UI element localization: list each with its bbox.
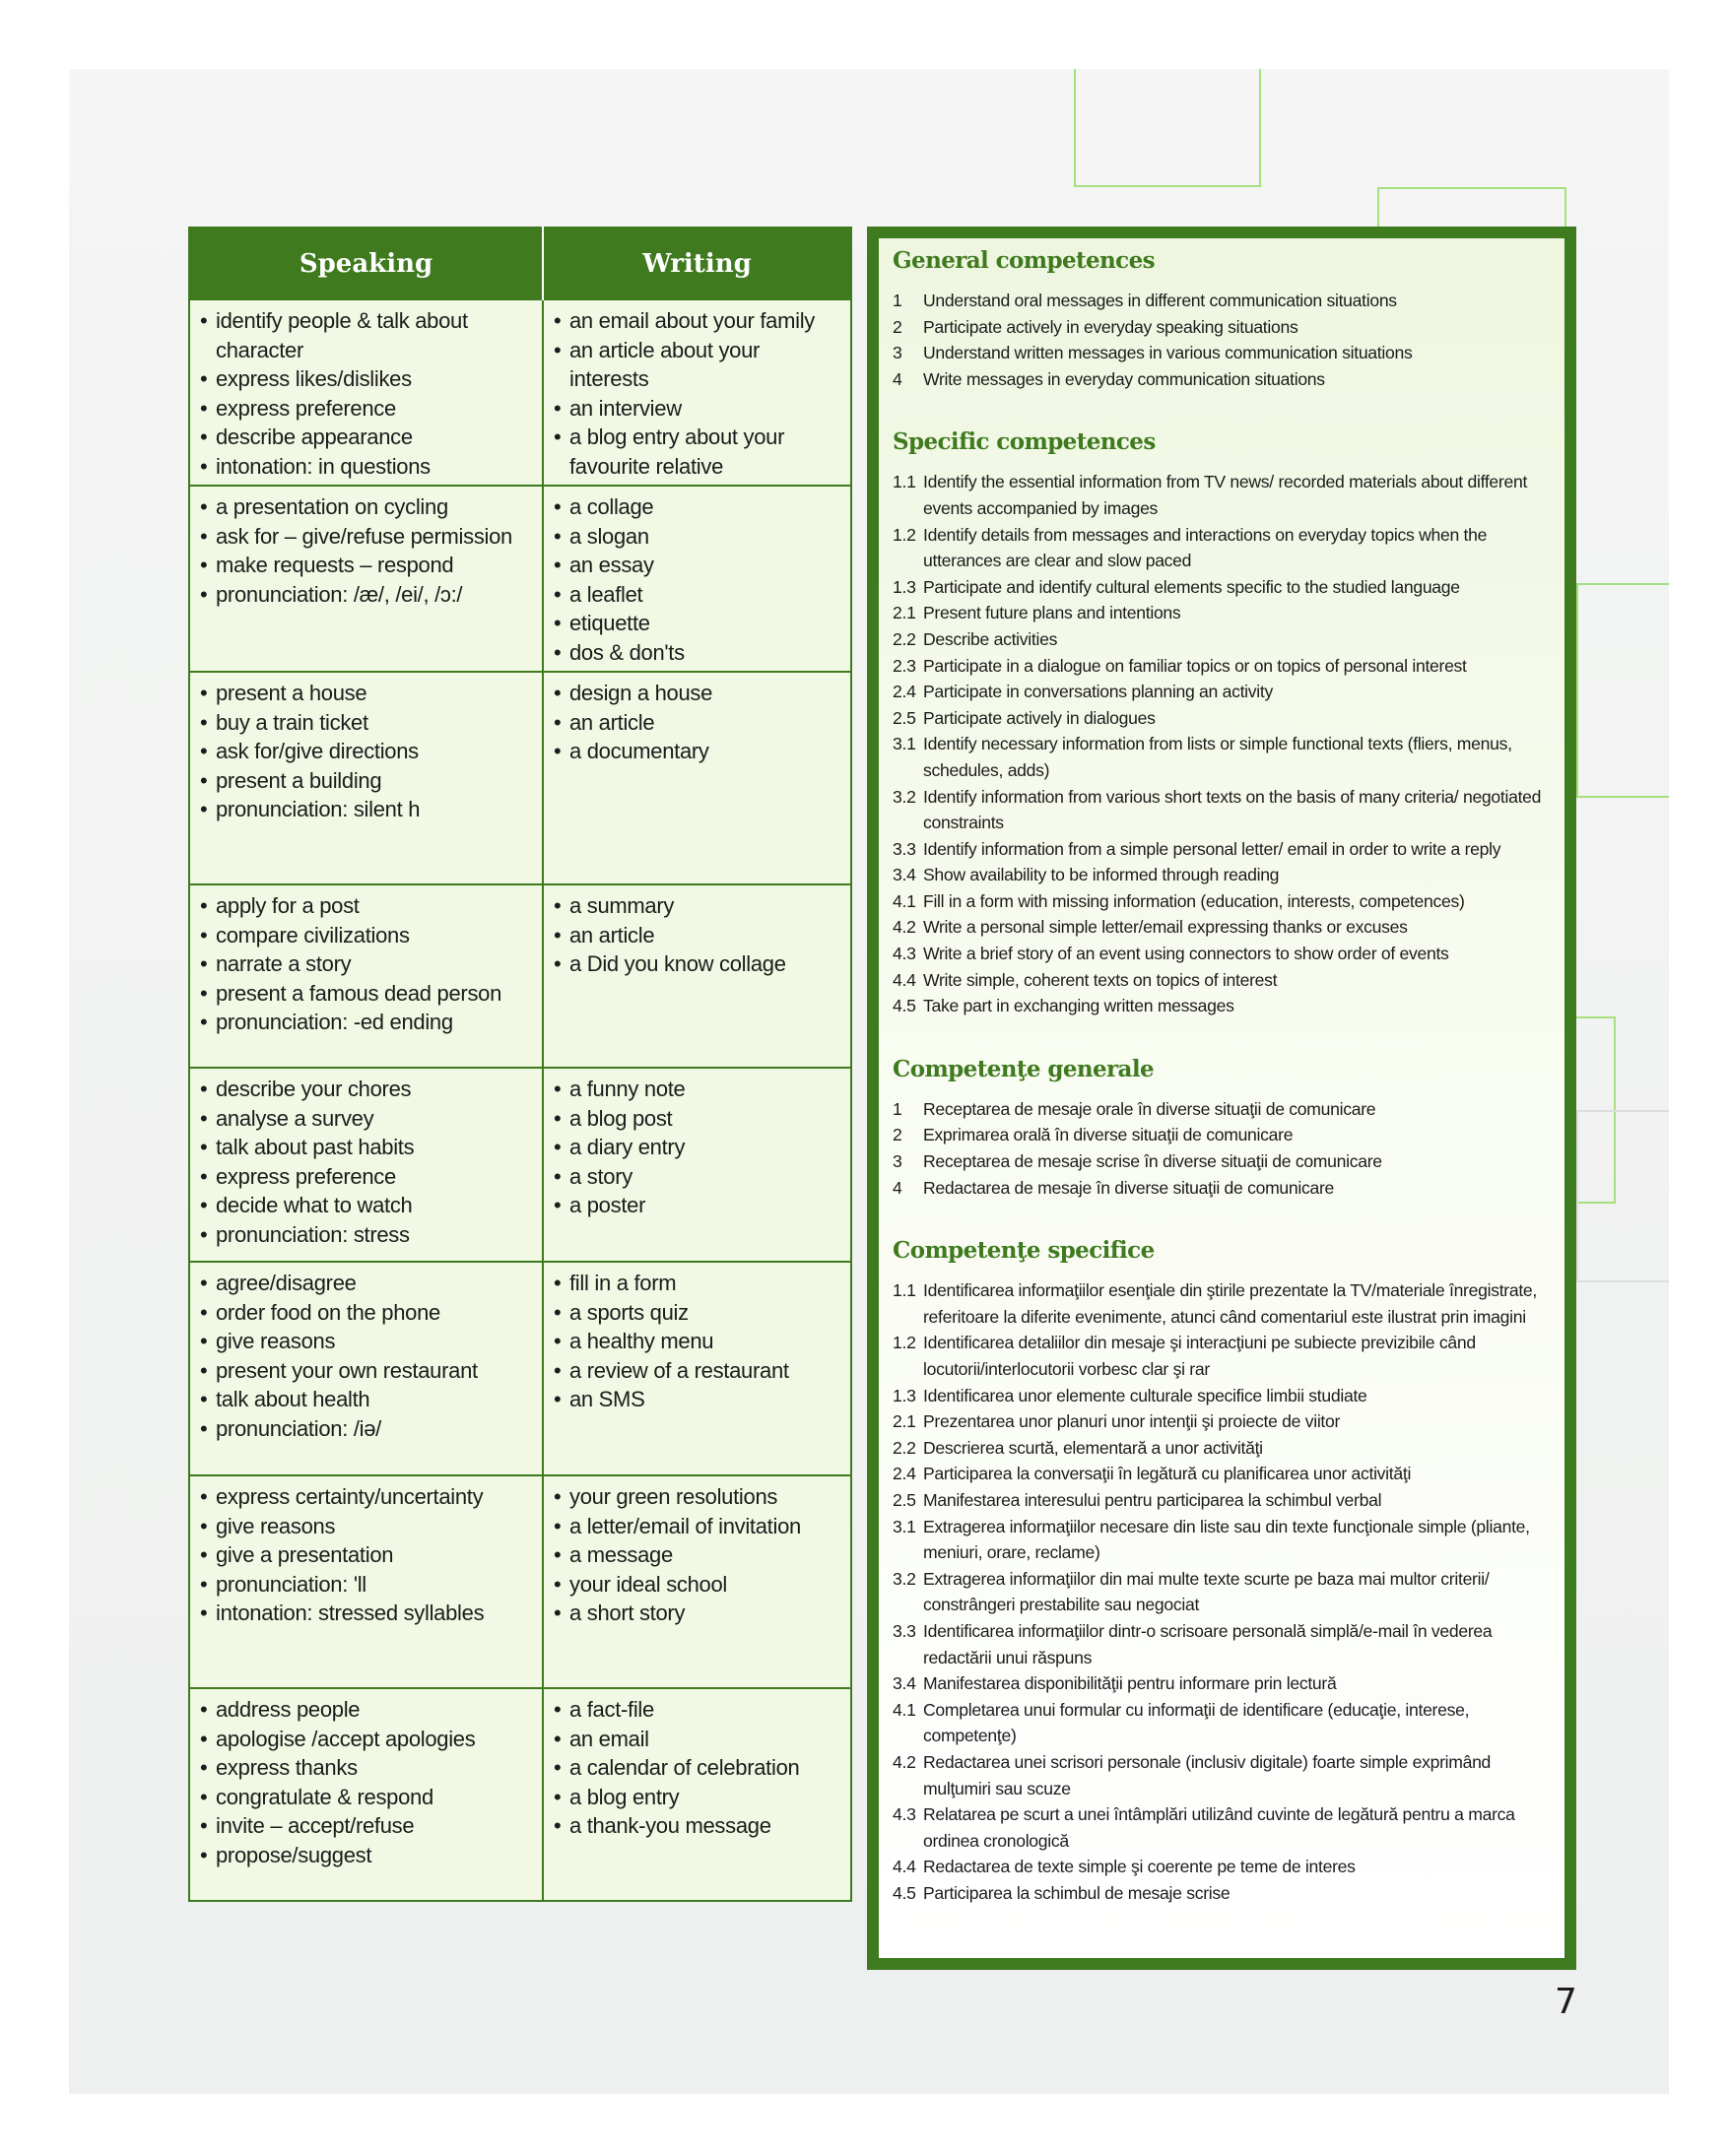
competence-number: 4.1 — [893, 890, 916, 911]
speaking-list — [200, 1269, 534, 1443]
competence-item — [893, 784, 1551, 836]
competence-text: Present future plans and intentions — [923, 603, 1181, 623]
competence-item — [893, 914, 1551, 941]
competence-text: Identificarea informaţiilor dintr-o scrisoare personală simplă/e-mail în vederea redactării unui răspuns — [923, 1620, 1493, 1667]
competence-number: 1 — [893, 1098, 902, 1119]
list-item: • give reasons — [200, 1327, 534, 1356]
list-item: • express preference — [200, 1162, 534, 1192]
list-item: • a documentary — [554, 737, 842, 766]
competence-text: Participate actively in everyday speaking situations — [923, 316, 1298, 337]
competence-text: Descrierea scurtă, elementară a unor activităţi — [923, 1437, 1263, 1458]
list-item: • pronunciation: /æ/, /ei/, /ɔ:/ — [200, 580, 534, 610]
competence-text: Participarea la conversaţii în legătură cu planificarea unor activităţi — [923, 1464, 1412, 1484]
speaking-cell — [189, 884, 543, 1068]
list-item: • address people — [200, 1695, 534, 1725]
list-item: • a leaflet — [554, 580, 842, 610]
list-item: • express likes/dislikes — [200, 364, 534, 394]
competence-text: Write messages in everyday communication situations — [923, 368, 1325, 389]
competence-item — [893, 653, 1551, 680]
table-body — [189, 299, 851, 1901]
list-item: • a Did you know collage — [554, 949, 842, 979]
competence-item — [893, 1175, 1551, 1202]
competence-text: Participate and identify cultural elements specific to the studied language — [923, 576, 1460, 597]
speaking-list — [200, 891, 534, 1037]
competence-item — [893, 888, 1551, 915]
list-item: • a letter/email of invitation — [554, 1512, 842, 1541]
competence-item — [893, 731, 1551, 783]
competence-item — [893, 1277, 1551, 1330]
competence-number: 3.1 — [893, 1516, 916, 1536]
competence-item — [893, 1408, 1551, 1435]
list-item: • your ideal school — [554, 1570, 842, 1600]
competence-item — [893, 679, 1551, 705]
competence-item — [893, 993, 1551, 1019]
competence-text: Redactarea unei scrisori personale (inclusiv digitale) foarte simple exprimând mulţumiri sau scuze — [923, 1751, 1492, 1798]
list-item: • make requests – respond — [200, 551, 534, 580]
competence-text: Understand oral messages in different communication situations — [923, 291, 1397, 310]
competence-text: Participate actively in dialogues — [923, 707, 1156, 728]
competence-number: 4 — [893, 368, 902, 389]
writing-list — [554, 1482, 842, 1628]
table-row — [189, 1068, 851, 1262]
competence-text: Participarea la schimbul de mesaje scrise — [923, 1882, 1231, 1903]
decorative-frame — [1576, 583, 1669, 798]
list-item: • a story — [554, 1162, 842, 1192]
list-item: • apologise /accept apologies — [200, 1725, 534, 1754]
competence-item — [893, 862, 1551, 888]
competence-item — [893, 314, 1551, 341]
competence-text: Participate in a dialogue on familiar topics or on topics of personal interest — [923, 655, 1467, 676]
list-item: • talk about past habits — [200, 1133, 534, 1162]
competence-number: 4.1 — [893, 1699, 916, 1720]
competence-text: Manifestarea disponibilităţii pentru informare prin lectură — [923, 1673, 1337, 1694]
competence-item — [893, 705, 1551, 732]
competente-generale-list — [893, 1096, 1551, 1201]
list-item: • a sports quiz — [554, 1298, 842, 1328]
list-item: • compare civilizations — [200, 921, 534, 950]
competence-item — [893, 626, 1551, 653]
list-item: • a calendar of celebration — [554, 1753, 842, 1783]
competence-item — [893, 941, 1551, 967]
competence-text: Redactarea de mesaje în diverse situaţii de comunicare — [923, 1177, 1335, 1198]
list-item: • invite – accept/refuse — [200, 1811, 534, 1841]
competence-item — [893, 1697, 1551, 1749]
list-item: • present a house — [200, 679, 534, 708]
competence-text: Identify the essential information from TV news/ recorded materials about different events accompanied by images — [923, 472, 1528, 518]
competence-item — [893, 1618, 1551, 1670]
list-item: • a healthy menu — [554, 1327, 842, 1356]
competence-number: 4.3 — [893, 944, 916, 964]
competence-item — [893, 1122, 1551, 1148]
list-item: • dos & don'ts — [554, 638, 842, 668]
list-item: • express preference — [200, 394, 534, 424]
competence-number: 4.5 — [893, 996, 916, 1016]
list-item: • fill in a form — [554, 1269, 842, 1298]
competence-item — [893, 366, 1551, 393]
competence-text: Write simple, coherent texts on topics of interest — [923, 969, 1278, 990]
list-item: • present a famous dead person — [200, 979, 534, 1009]
list-item: • a message — [554, 1540, 842, 1570]
competence-item — [893, 340, 1551, 366]
competence-item — [893, 574, 1551, 601]
list-item: • a fact-file — [554, 1695, 842, 1725]
competence-item — [893, 1670, 1551, 1697]
competence-number: 1 — [893, 291, 902, 310]
list-item: • identify people & talk about character — [200, 306, 534, 364]
list-item: • a presentation on cycling — [200, 492, 534, 522]
list-item: • an interview — [554, 394, 842, 424]
speaking-cell — [189, 1688, 543, 1901]
competence-item — [893, 1566, 1551, 1618]
competence-number: 3.3 — [893, 1620, 916, 1641]
list-item: • pronunciation: /iə/ — [200, 1414, 534, 1444]
list-item: • a collage — [554, 492, 842, 522]
speaking-list — [200, 306, 534, 481]
competence-number: 1.3 — [893, 1385, 916, 1405]
list-item: • an article about your interests — [554, 336, 842, 394]
speaking-cell — [189, 672, 543, 884]
table-row — [189, 672, 851, 884]
competence-number: 3 — [893, 1151, 902, 1172]
competence-text: Identify information from various short texts on the basis of many criteria/ negotiated constraints — [923, 786, 1542, 833]
writing-header: Writing — [543, 228, 851, 299]
competence-item — [893, 288, 1551, 314]
writing-cell — [543, 1688, 851, 1901]
competence-number: 2.3 — [893, 655, 916, 676]
competence-item — [893, 1096, 1551, 1123]
list-item: • express certainty/uncertainty — [200, 1482, 534, 1512]
competence-item — [893, 836, 1551, 863]
list-item: • etiquette — [554, 609, 842, 638]
competence-number: 4.2 — [893, 917, 916, 938]
speaking-list — [200, 1075, 534, 1249]
table-row — [189, 884, 851, 1068]
decorative-frame — [1074, 69, 1261, 187]
competence-text: Extragerea informaţiilor din mai multe texte scurte pe baza mai multor criterii/ constrângeri prestabilite sau negociat — [923, 1568, 1490, 1615]
writing-list — [554, 1695, 842, 1841]
list-item: • a poster — [554, 1191, 842, 1220]
competence-text: Redactarea de texte simple şi coerente pe teme de interes — [923, 1857, 1356, 1877]
competence-item — [893, 1383, 1551, 1409]
competence-number: 4.4 — [893, 1857, 916, 1877]
list-item: • an email about your family — [554, 306, 842, 336]
competence-number: 2 — [893, 316, 902, 337]
competence-number: 3.4 — [893, 1673, 916, 1694]
competence-number: 2.5 — [893, 1489, 916, 1510]
competence-item — [893, 967, 1551, 994]
competence-number: 2.1 — [893, 603, 916, 623]
list-item: • give reasons — [200, 1512, 534, 1541]
competence-text: Identify details from messages and interactions on everyday topics when the utterances are clear and slow paced — [923, 524, 1488, 571]
competente-generale-title: Competenţe generale — [893, 1055, 1155, 1082]
decorative-frame — [1576, 1110, 1669, 1282]
competence-text: Identificarea detaliilor din mesaje şi interacţiuni pe subiecte previzibile când locutorii/interlocutorii vorbesc clar şi rar — [923, 1333, 1476, 1379]
competences-panel — [867, 227, 1576, 1970]
competence-number: 3 — [893, 343, 902, 363]
competence-number: 1.1 — [893, 1280, 916, 1301]
competence-number: 3.4 — [893, 865, 916, 885]
competence-text: Prezentarea unor planuri unor intenţii şi proiecte de viitor — [923, 1411, 1341, 1432]
list-item: • intonation: stressed syllables — [200, 1599, 534, 1628]
competence-number: 4 — [893, 1177, 902, 1198]
list-item: • ask for/give directions — [200, 737, 534, 766]
competence-text: Write a brief story of an event using connectors to show order of events — [923, 944, 1449, 964]
competence-item — [893, 1148, 1551, 1175]
writing-cell — [543, 672, 851, 884]
writing-cell — [543, 884, 851, 1068]
competence-item — [893, 1461, 1551, 1487]
page-number: 7 — [1555, 1982, 1577, 2022]
list-item: • intonation: in questions — [200, 452, 534, 482]
list-item: • a thank-you message — [554, 1811, 842, 1841]
list-item: • present a building — [200, 766, 534, 796]
competence-text: Exprimarea orală în diverse situaţii de comunicare — [923, 1125, 1294, 1145]
competence-number: 2.2 — [893, 628, 916, 649]
competence-text: Manifestarea interesului pentru participarea la schimbul verbal — [923, 1489, 1382, 1510]
competence-number: 4.4 — [893, 969, 916, 990]
competence-item — [893, 1435, 1551, 1462]
speaking-cell — [189, 486, 543, 672]
list-item: • pronunciation: 'll — [200, 1570, 534, 1600]
speaking-list — [200, 1695, 534, 1869]
writing-list — [554, 891, 842, 979]
list-item: • describe appearance — [200, 423, 534, 452]
competente-specifice-title: Competenţe specifice — [893, 1237, 1155, 1265]
competence-text: Show availability to be informed through reading — [923, 865, 1280, 885]
list-item: • a review of a restaurant — [554, 1356, 842, 1386]
competence-text: Receptarea de mesaje scrise în diverse situaţii de comunicare — [923, 1151, 1382, 1172]
competence-number: 2.5 — [893, 707, 916, 728]
competence-text: Understand written messages in various communication situations — [923, 343, 1413, 363]
competence-text: Describe activities — [923, 628, 1058, 649]
competence-number: 1.3 — [893, 576, 916, 597]
general-competences-title: General competences — [893, 247, 1155, 274]
competence-text: Receptarea de mesaje orale în diverse situaţii de comunicare — [923, 1098, 1376, 1119]
speaking-list — [200, 679, 534, 824]
list-item: • describe your chores — [200, 1075, 534, 1104]
specific-competences-list — [893, 469, 1551, 1018]
speaking-writing-table — [188, 227, 852, 1902]
speaking-cell — [189, 1475, 543, 1688]
competence-number: 1.2 — [893, 1333, 916, 1353]
list-item: • a short story — [554, 1599, 842, 1628]
competence-number: 2 — [893, 1125, 902, 1145]
competence-item — [893, 1801, 1551, 1854]
table-header-row — [189, 228, 851, 299]
list-item: • propose/suggest — [200, 1841, 534, 1870]
competence-text: Extragerea informaţiilor necesare din liste sau din texte funcţionale simple (pliante, meniuri, orare, reclame) — [923, 1516, 1530, 1563]
writing-cell — [543, 486, 851, 672]
writing-list — [554, 1269, 842, 1414]
decorative-frame — [1377, 187, 1566, 227]
list-item: • a blog post — [554, 1104, 842, 1134]
writing-list — [554, 306, 842, 481]
table-row — [189, 1262, 851, 1475]
writing-cell — [543, 1068, 851, 1262]
competence-number: 4.5 — [893, 1882, 916, 1903]
competence-item — [893, 1487, 1551, 1514]
competence-item — [893, 1330, 1551, 1382]
competence-item — [893, 600, 1551, 626]
competence-number: 3.3 — [893, 838, 916, 859]
competence-number: 3.2 — [893, 1568, 916, 1589]
list-item: • present your own restaurant — [200, 1356, 534, 1386]
competence-text: Identify information from a simple personal letter/ email in order to write a reply — [923, 838, 1501, 859]
list-item: • analyse a survey — [200, 1104, 534, 1134]
list-item: • an article — [554, 708, 842, 738]
competence-item — [893, 1854, 1551, 1880]
list-item: • a slogan — [554, 522, 842, 552]
list-item: • a funny note — [554, 1075, 842, 1104]
list-item: • a blog entry — [554, 1783, 842, 1812]
competence-number: 2.2 — [893, 1437, 916, 1458]
list-item: • buy a train ticket — [200, 708, 534, 738]
writing-list — [554, 1075, 842, 1220]
competence-text: Identificarea informaţiilor esenţiale din ştirile prezentate la TV/materiale înregistrate, referitoare la diferite evenimente, atunci când comentariul este ilustrat prin imagini — [923, 1280, 1537, 1327]
competence-number: 1.1 — [893, 472, 916, 492]
competence-text: Relatarea pe scurt a unei întâmplări utilizând cuvinte de legătură pentru a marca ordinea cronologică — [923, 1804, 1515, 1851]
competence-text: Write a personal simple letter/email expressing thanks or excuses — [923, 917, 1408, 938]
list-item: • a blog entry about your favourite relative — [554, 423, 842, 481]
speaking-list — [200, 492, 534, 609]
list-item: • an SMS — [554, 1385, 842, 1414]
list-item: • agree/disagree — [200, 1269, 534, 1298]
speaking-list — [200, 1482, 534, 1628]
competence-item — [893, 1514, 1551, 1566]
writing-cell — [543, 1475, 851, 1688]
writing-list — [554, 679, 842, 766]
competence-text: Identify necessary information from lists or simple functional texts (fliers, menus, schedules, adds) — [923, 734, 1512, 780]
list-item: • give a presentation — [200, 1540, 534, 1570]
list-item: • express thanks — [200, 1753, 534, 1783]
list-item: • an essay — [554, 551, 842, 580]
list-item: • pronunciation: silent h — [200, 795, 534, 824]
list-item: • your green resolutions — [554, 1482, 842, 1512]
competence-text: Take part in exchanging written messages — [923, 996, 1234, 1016]
list-item: • an email — [554, 1725, 842, 1754]
speaking-cell — [189, 299, 543, 486]
competence-number: 2.4 — [893, 1464, 916, 1484]
list-item: • talk about health — [200, 1385, 534, 1414]
competence-item — [893, 469, 1551, 521]
list-item: • congratulate & respond — [200, 1783, 534, 1812]
competente-specifice-list — [893, 1277, 1551, 1906]
list-item: • design a house — [554, 679, 842, 708]
table-row — [189, 299, 851, 486]
table-row — [189, 486, 851, 672]
competence-number: 3.1 — [893, 734, 916, 754]
competence-item — [893, 1880, 1551, 1907]
table-row — [189, 1688, 851, 1901]
list-item: • a diary entry — [554, 1133, 842, 1162]
list-item: • apply for a post — [200, 891, 534, 921]
list-item: • narrate a story — [200, 949, 534, 979]
competence-text: Identificarea unor elemente culturale specifice limbii studiate — [923, 1385, 1367, 1405]
competence-number: 4.3 — [893, 1804, 916, 1825]
list-item: • decide what to watch — [200, 1191, 534, 1220]
list-item: • an article — [554, 921, 842, 950]
competence-text: Participate in conversations planning an activity — [923, 682, 1273, 702]
speaking-cell — [189, 1262, 543, 1475]
writing-cell — [543, 1262, 851, 1475]
writing-cell — [543, 299, 851, 486]
competence-number: 2.4 — [893, 682, 916, 702]
table-row — [189, 1475, 851, 1688]
list-item: • ask for – give/refuse permission — [200, 522, 534, 552]
competence-text: Completarea unui formular cu informaţii de identificare (educaţie, interese, competenţe) — [923, 1699, 1470, 1746]
list-item: • a summary — [554, 891, 842, 921]
competence-number: 2.1 — [893, 1411, 916, 1432]
speaking-header: Speaking — [189, 228, 543, 299]
competence-number: 3.2 — [893, 786, 916, 807]
list-item: • pronunciation: stress — [200, 1220, 534, 1250]
competence-number: 1.2 — [893, 524, 916, 545]
speaking-cell — [189, 1068, 543, 1262]
specific-competences-title: Specific competences — [893, 428, 1156, 456]
writing-list — [554, 492, 842, 667]
competence-item — [893, 1749, 1551, 1801]
list-item: • order food on the phone — [200, 1298, 534, 1328]
competence-item — [893, 522, 1551, 574]
competence-text: Fill in a form with missing information (education, interests, competences) — [923, 890, 1465, 911]
list-item: • pronunciation: -ed ending — [200, 1008, 534, 1037]
general-competences-list — [893, 288, 1551, 392]
competence-number: 4.2 — [893, 1751, 916, 1772]
